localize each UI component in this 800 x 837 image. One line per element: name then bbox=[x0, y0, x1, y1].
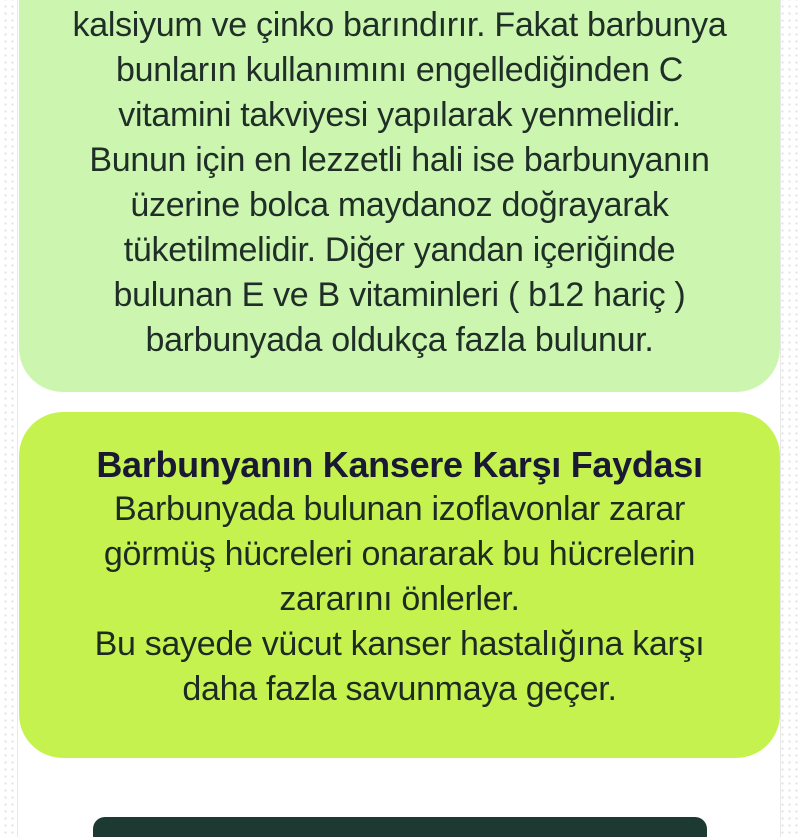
text-line: Bunun için en lezzetli hali ise barbunyanın bbox=[89, 141, 710, 179]
card-cancer-benefit bbox=[19, 412, 780, 758]
text-line: bulunan E ve B vitaminleri ( b12 hariç ) bbox=[113, 276, 686, 314]
text-line: tüketilmelidir. Diğer yandan içeriğinde bbox=[123, 231, 676, 269]
text-line: üzerine bolca maydanoz doğrayarak bbox=[130, 186, 669, 224]
text-line: Bu sayede vücut kanser hastalığına karşı bbox=[94, 625, 705, 663]
text-line: Barbunyada bulunan izoflavonlar zarar bbox=[113, 490, 686, 528]
partial-next-card bbox=[93, 817, 707, 837]
text-line: zararını önlerler. bbox=[279, 580, 520, 618]
text-line: vitamini takviyesi yapılarak yenmelidir. bbox=[118, 96, 681, 134]
text-line: kalsiyum ve çinko barındırır. Fakat barbunya bbox=[72, 6, 727, 44]
text-line: görmüş hücreleri onararak bu hücrelerin bbox=[103, 535, 696, 573]
card-vitamins-text bbox=[19, 0, 780, 392]
text-line: bunların kullanımını engellediğinden C bbox=[116, 51, 683, 89]
text-line: daha fazla savunmaya geçer. bbox=[182, 670, 617, 708]
card-title: Barbunyanın Kansere Karşı Faydası bbox=[96, 444, 703, 485]
text-line: barbunyada oldukça fazla bulunur. bbox=[145, 321, 654, 359]
